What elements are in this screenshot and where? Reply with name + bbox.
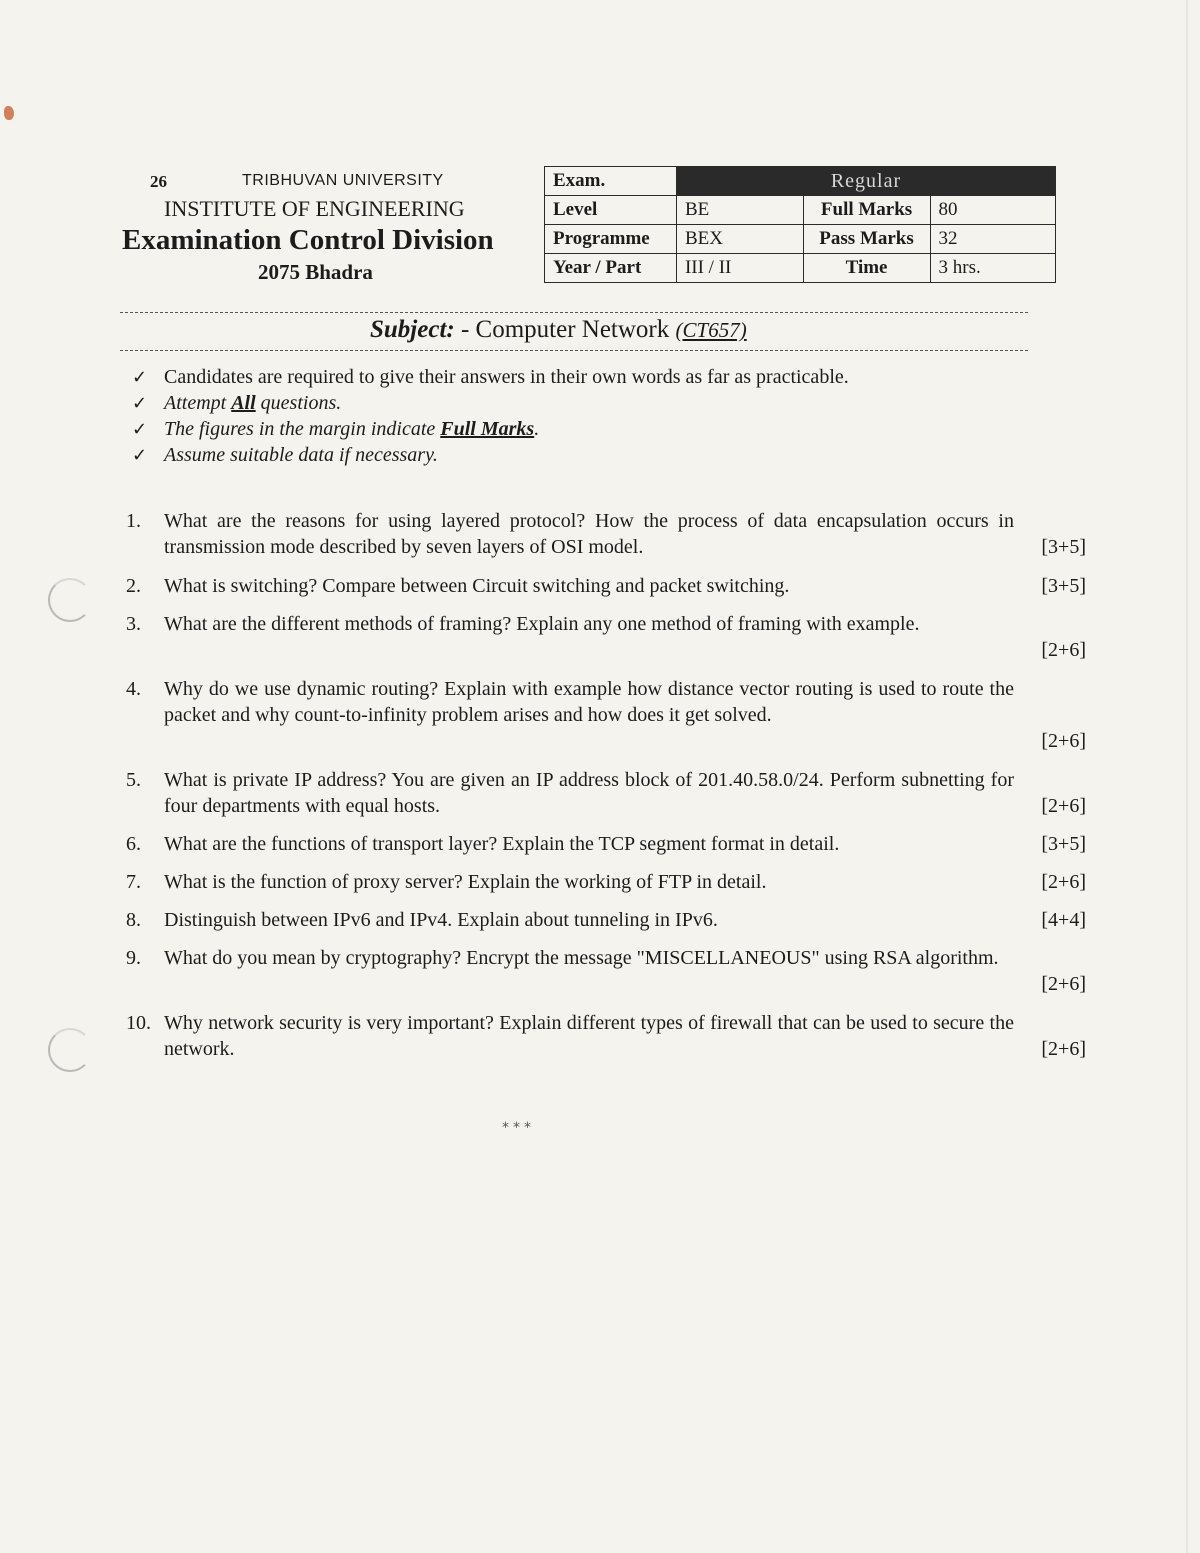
subject-label: Subject: xyxy=(370,316,455,343)
question-marks: [2+6] xyxy=(1041,639,1086,661)
question-number: 5. xyxy=(126,769,141,791)
university-name: TRIBHUVAN UNIVERSITY xyxy=(242,172,444,189)
question-text: What is switching? Compare between Circuit switching and packet switching. xyxy=(164,575,790,597)
question-text: What do you mean by cryptography? Encrypt the message "MISCELLANEOUS" using RSA algorithm. xyxy=(164,947,999,969)
question-number: 8. xyxy=(126,909,141,931)
question-number: 2. xyxy=(126,575,141,597)
instruction-item xyxy=(132,444,849,470)
full-marks-value: 80 xyxy=(930,196,1055,225)
question-item xyxy=(126,676,1086,754)
programme-label: Programme xyxy=(545,225,677,254)
question-text: Why network security is very important? Explain different types of firewall that can be used to secure the network. xyxy=(164,1012,1014,1060)
question-item xyxy=(126,767,1086,819)
end-of-paper-mark: *** xyxy=(502,1120,535,1136)
question-item xyxy=(126,573,1086,599)
question-marks: [4+4] xyxy=(1041,909,1086,931)
question-marks: [2+6] xyxy=(1041,973,1086,995)
programme-value: BEX xyxy=(676,225,803,254)
question-marks: [2+6] xyxy=(1041,1038,1086,1060)
full-marks-label: Full Marks xyxy=(803,196,930,225)
question-number: 4. xyxy=(126,678,141,700)
question-text: What is the function of proxy server? Explain the working of FTP in detail. xyxy=(164,871,767,893)
divider-bottom xyxy=(120,350,1028,351)
year-part-value: III / II xyxy=(676,254,803,283)
time-label: Time xyxy=(803,254,930,283)
level-row xyxy=(545,196,1056,225)
question-marks: [2+6] xyxy=(1041,871,1086,893)
check-icon: ✓ xyxy=(132,445,148,466)
question-item xyxy=(126,869,1086,895)
question-item xyxy=(126,945,1086,997)
question-number: 10. xyxy=(126,1012,151,1034)
question-marks: [3+5] xyxy=(1041,833,1086,855)
divider-top xyxy=(120,312,1028,313)
instruction-emphasis: Full Marks xyxy=(440,418,535,440)
instructions-list xyxy=(132,366,849,470)
check-icon: ✓ xyxy=(132,419,148,440)
question-number: 1. xyxy=(126,510,141,532)
question-item xyxy=(126,508,1086,560)
check-icon: ✓ xyxy=(132,367,148,388)
stray-ink-mark xyxy=(4,106,14,120)
exam-label: Exam. xyxy=(545,167,677,196)
question-item xyxy=(126,831,1086,857)
institute-name: INSTITUTE OF ENGINEERING xyxy=(164,196,465,221)
subject-separator: - xyxy=(460,316,470,343)
pass-marks-label: Pass Marks xyxy=(803,225,930,254)
question-number: 6. xyxy=(126,833,141,855)
exam-type: Regular xyxy=(676,167,1055,196)
year-part-row xyxy=(545,254,1056,283)
instruction-text: . xyxy=(534,418,540,440)
instruction-text: questions. xyxy=(260,392,342,414)
page-edge xyxy=(1186,0,1188,1553)
instruction-emphasis: All xyxy=(231,392,256,414)
question-number: 9. xyxy=(126,947,141,969)
instruction-item xyxy=(132,366,849,392)
programme-row xyxy=(545,225,1056,254)
exam-row xyxy=(545,167,1056,196)
question-item xyxy=(126,611,1086,663)
level-value: BE xyxy=(676,196,803,225)
time-value: 3 hrs. xyxy=(930,254,1055,283)
year-part-label: Year / Part xyxy=(545,254,677,283)
instruction-item xyxy=(132,392,849,418)
instruction-text: The figures in the margin indicate xyxy=(164,418,436,440)
question-text: Why do we use dynamic routing? Explain with example how distance vector routing is used to route the packet and why count-to-infinity problem arises and how does it get solved. xyxy=(164,678,1014,726)
punch-hole-icon xyxy=(48,578,92,622)
question-item xyxy=(126,1010,1086,1062)
question-text: Distinguish between IPv6 and IPv4. Explain about tunneling in IPv6. xyxy=(164,909,718,931)
question-text: What are the functions of transport layer? Explain the TCP segment format in detail. xyxy=(164,833,840,855)
instruction-item xyxy=(132,418,849,444)
instruction-text: Candidates are required to give their answers in their own words as far as practicable. xyxy=(164,366,849,388)
question-marks: [2+6] xyxy=(1041,795,1086,817)
exam-info-table xyxy=(544,166,1056,283)
serial-number: 26 xyxy=(150,172,167,191)
subject-line xyxy=(370,316,747,344)
subject-name: Computer Network xyxy=(475,316,670,343)
question-text: What are the reasons for using layered protocol? How the process of data encapsulation occurs in transmission mode described by seven layers of OSI model. xyxy=(164,510,1014,558)
exam-session: 2075 Bhadra xyxy=(258,260,373,284)
subject-code: (CT657) xyxy=(675,318,747,342)
question-marks: [3+5] xyxy=(1041,536,1086,558)
pass-marks-value: 32 xyxy=(930,225,1055,254)
instruction-text: Assume suitable data if necessary. xyxy=(164,444,438,466)
punch-hole-icon xyxy=(48,1028,92,1072)
question-number: 3. xyxy=(126,613,141,635)
instruction-text: Attempt xyxy=(164,392,227,414)
check-icon: ✓ xyxy=(132,393,148,414)
question-text: What is private IP address? You are given an IP address block of 201.40.58.0/24. Perform subnetting for four departments with equal hosts. xyxy=(164,769,1014,817)
question-item xyxy=(126,907,1086,933)
question-marks: [3+5] xyxy=(1041,575,1086,597)
division-name: Examination Control Division xyxy=(122,224,494,256)
question-text: What are the different methods of framing? Explain any one method of framing with example. xyxy=(164,613,920,635)
level-label: Level xyxy=(545,196,677,225)
question-number: 7. xyxy=(126,871,141,893)
question-marks: [2+6] xyxy=(1041,730,1086,752)
